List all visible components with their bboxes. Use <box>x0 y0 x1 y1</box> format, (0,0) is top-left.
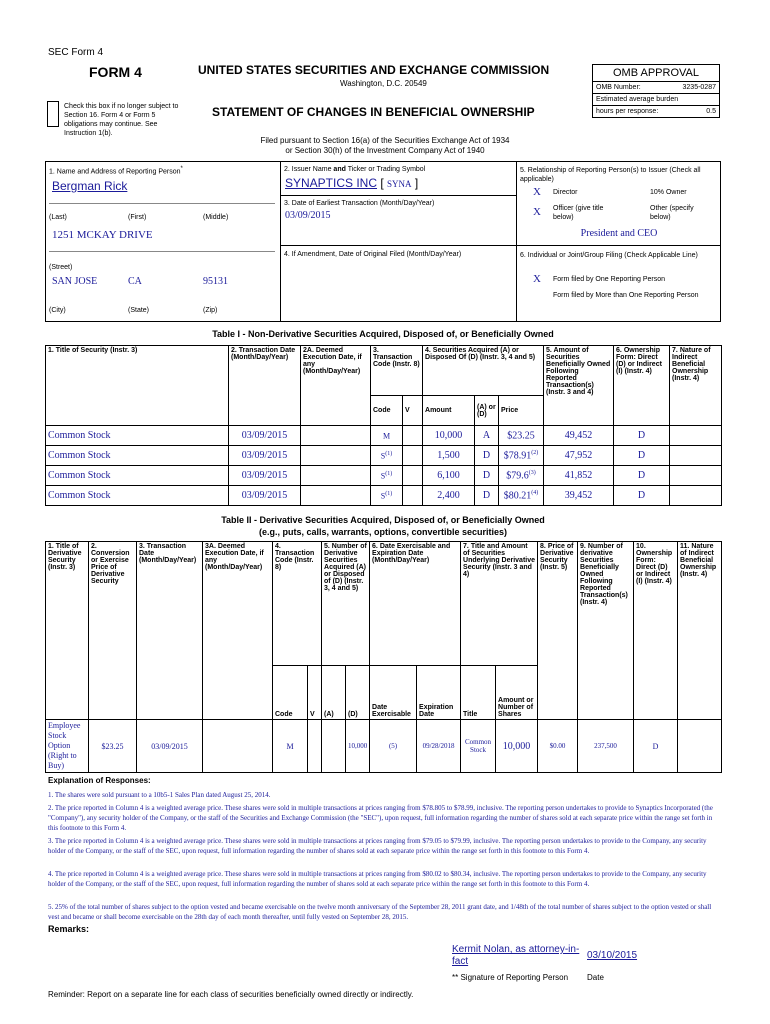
t1-row-amount-text: 2,400 <box>437 490 460 501</box>
other-label: Other (specify below) <box>650 205 694 221</box>
commission-title: UNITED STATES SECURITIES AND EXCHANGE COMMISSION <box>198 63 550 77</box>
t2-h3a: 3A. Deemed Execution Date, if any (Month/Day/Year) <box>203 542 273 720</box>
t1-row-ad-text: D <box>482 490 491 501</box>
t1-row-date-text: 03/09/2015 <box>241 450 288 461</box>
omb-number-label: OMB Number: <box>596 84 641 91</box>
t1-row-code <box>371 486 403 506</box>
t1-row-nature <box>670 446 722 466</box>
t1-h7: 7. Nature of Indirect Beneficial Ownership (Instr. 4) <box>670 346 722 426</box>
t1-row-nature <box>670 486 722 506</box>
t1-row-code-text: S <box>380 491 386 501</box>
more-person-label: Form filed by More than One Reporting Person <box>553 292 699 299</box>
t1-row-v <box>403 466 423 486</box>
box2-label: 2. Issuer Name and Ticker or Trading Symbol <box>284 166 426 173</box>
t1-row-owned-text: 41,852 <box>564 470 593 481</box>
t1-row-title-text: Common Stock <box>48 430 111 441</box>
omb-hours: 0.5 <box>706 108 716 115</box>
city-value: SAN JOSE <box>52 276 98 287</box>
footnote-5: 5. 25% of the total number of shares subject to the option vested and became exercisable on the twelve month anniversary of the September 28, 2011 grant date, and 1/48th of the total number of shares subject to the option vested or shall vest and became or shall become exercisable on the 28th day of each month thereafter, until fully vested on September 28, 2015. <box>48 903 712 921</box>
zip-label: (Zip) <box>203 307 218 314</box>
t1-row-code-text: S <box>380 471 386 481</box>
t1-row-owned-text: 47,952 <box>564 450 593 461</box>
t1-row-form-text: D <box>637 490 646 501</box>
t1-price: Price <box>499 396 544 426</box>
filed-line2: or Section 30(h) of the Investment Company Act of 1940 <box>285 146 485 155</box>
t2-h5: 5. Number of Derivative Securities Acquired (A) or Disposed of (D) (Instr. 3, 4 and 5) <box>322 542 370 666</box>
t1-row-ad <box>475 466 499 486</box>
t1-row-price <box>499 466 544 486</box>
table2-title2: (e.g., puts, calls, warrants, options, convertible securities) <box>258 527 508 537</box>
t1-row-amount-text: 1,500 <box>437 450 460 461</box>
city-label: (City) <box>49 307 66 314</box>
issuer-name[interactable]: SYNAPTICS INC <box>285 176 378 190</box>
last-label: (Last) <box>49 214 67 221</box>
t1-row-amount <box>423 446 475 466</box>
t2-row-a <box>322 720 346 773</box>
t1-amount: Amount <box>423 396 475 426</box>
t1-row-form <box>614 426 670 446</box>
issuer-line: SYNAPTICS INC [ SYNA ] <box>285 176 419 190</box>
t1-row-title <box>46 426 229 446</box>
t1-row-amount <box>423 466 475 486</box>
t2-a: (A) <box>322 666 346 720</box>
signature-date: 03/10/2015 <box>587 950 638 961</box>
reminder: Reminder: Report on a separate line for each class of securities beneficially owned directly or indirectly. <box>48 990 414 999</box>
t2-h3: 3. Transaction Date (Month/Day/Year) <box>137 542 203 720</box>
ticker-symbol: SYNA <box>387 179 412 189</box>
t1-row-price-text: $23.25 <box>507 430 535 442</box>
omb-burden-label: Estimated average burden <box>596 96 679 103</box>
t1-code: Code <box>371 396 403 426</box>
omb-number-row <box>593 82 719 94</box>
t1-h4: 4. Securities Acquired (A) or Disposed Of (D) (Instr. 3, 4 and 5) <box>423 346 544 396</box>
box6-label: 6. Individual or Joint/Group Filing (Check Applicable Line) <box>520 252 698 259</box>
checkbox-instructions: Check this box if no longer subject to Section 16. Form 4 or Form 5 obligations may continue. See Instruction 1(b). <box>64 103 179 137</box>
t1-row-title-text: Common Stock <box>48 450 111 461</box>
t2-row-u-title: Common Stock <box>461 720 496 773</box>
t2-d: (D) <box>346 666 370 720</box>
t1-row-amount-text: 6,100 <box>437 470 460 481</box>
t1-row-date-text: 03/09/2015 <box>241 470 288 481</box>
box3-label: 3. Date of Earliest Transaction (Month/Day/Year) <box>284 200 435 207</box>
footnote-2: 2. The price reported in Column 4 is a weighted average price. These shares were sold in multiple transactions at prices ranging from $78.805 to $78.99, inclusive. The reporting person undertakes to provide to Synaptics Incorporated (the "Company"), any security holder of the Company, or the staff of the Securities and Exchange Commission (the "SEC"), upon request, full information regarding the number of shares sold at each separate price within the range set forth in this footnote to this Form 4. <box>48 804 713 832</box>
footnote-3: 3. The price reported in Column 4 is a weighted average price. These shares were sold in multiple transactions at prices ranging from $79.05 to $79.99, inclusive. The reporting person undertakes to provide to the Company, any security holder of the Company, or the staff of the SEC, upon request, full information regarding the number of shares sold at each separate price within the range set forth in this footnote to this Form 4. <box>48 837 707 855</box>
remarks-label: Remarks: <box>48 924 90 934</box>
omb-burden-row <box>593 94 719 106</box>
street-value: 1251 MCKAY DRIVE <box>52 229 153 241</box>
one-person-check[interactable]: X <box>533 273 541 285</box>
t2-row <box>46 720 722 773</box>
t2-row-price: $23.25 <box>89 720 137 773</box>
footnote-ref: (1) <box>385 470 393 477</box>
t1-h2: 2. Transaction Date (Month/Day/Year) <box>229 346 301 426</box>
footnote-4: 4. The price reported in Column 4 is a weighted average price. These shares were sold in multiple transactions at prices ranging from $80.02 to $80.34, inclusive. The reporting person undertakes to provide to the Company, any security holder of the Company, or the staff of the SEC, upon request, full information regarding the number of shares sold at each separate price within the range set forth in this footnote to this Form 4. <box>48 870 707 888</box>
t1-row-ad-text: D <box>482 470 491 481</box>
t2-h8: 8. Price of Derivative Security (Instr. 5) <box>538 542 578 720</box>
location: Washington, D.C. 20549 <box>340 79 427 88</box>
t1-row-form-text: D <box>637 430 646 441</box>
t1-row-price-text: $78.91 <box>503 450 532 462</box>
table1-row <box>46 466 722 486</box>
director-label: Director <box>553 189 578 196</box>
omb-title: OMB APPROVAL <box>593 65 719 82</box>
footnote-ref: (4) <box>531 489 539 496</box>
t2-row-deemed <box>203 720 273 773</box>
t2-exp: Expiration Date <box>417 666 461 720</box>
t2-row-deriv-price: $0.00 <box>538 720 578 773</box>
no-longer-subject-checkbox[interactable] <box>47 101 59 127</box>
t1-row-amount <box>423 426 475 446</box>
t1-row-form <box>614 466 670 486</box>
t1-row-date <box>229 446 301 466</box>
table1-row <box>46 486 722 506</box>
t2-title: Title <box>461 666 496 720</box>
t2-h2: 2. Conversion or Exercise Price of Derivative Security <box>89 542 137 720</box>
earliest-transaction-date: 03/09/2015 <box>285 210 331 221</box>
t1-row-amount <box>423 486 475 506</box>
t1-row-ad <box>475 426 499 446</box>
filed-pursuant <box>250 136 520 156</box>
t1-row-price-text: $80.21 <box>503 490 532 502</box>
t2-row-expiration: 09/28/2018 <box>417 720 461 773</box>
t2-h6: 6. Date Exercisable and Expiration Date (Month/Day/Year) <box>370 542 461 666</box>
footnote-ref: (3) <box>528 469 536 476</box>
one-person-label: Form filed by One Reporting Person <box>553 276 666 283</box>
t1-row-deemed <box>301 446 371 466</box>
box4-label: 4. If Amendment, Date of Original Filed (Month/Day/Year) <box>284 251 462 258</box>
sec-form-label: SEC Form 4 <box>48 47 104 58</box>
state-label: (State) <box>128 307 150 314</box>
t1-row-date-text: 03/09/2015 <box>241 430 288 441</box>
t1-row-ad-text: A <box>482 430 491 441</box>
t1-row-title-text: Common Stock <box>48 490 111 501</box>
middle-label: (Middle) <box>203 214 229 221</box>
t1-row-v <box>403 426 423 446</box>
t1-h2a: 2A. Deemed Execution Date, if any (Month/Day/Year) <box>301 346 371 426</box>
t2-h11: 11. Nature of Indirect Beneficial Ownership (Instr. 4) <box>678 542 722 720</box>
t1-row-date <box>229 426 301 446</box>
t2-row-nature <box>678 720 722 773</box>
state-value: CA <box>128 276 142 287</box>
t1-row-ad-text: D <box>482 450 491 461</box>
t1-row-form <box>614 486 670 506</box>
t1-row-owned-text: 39,452 <box>564 490 593 501</box>
footnote-1: 1. The shares were sold pursuant to a 10b5-1 Sales Plan dated August 25, 2014. <box>48 791 271 799</box>
omb-hours-row <box>593 106 719 117</box>
t1-row-code <box>371 426 403 446</box>
box1-label: 1. Name and Address of Reporting Person* <box>49 166 183 176</box>
t2-amt-shares: Amount or Number of Shares <box>496 666 538 720</box>
signature-label: ** Signature of Reporting Person <box>452 973 569 982</box>
t2-date-ex: Date Exercisable <box>370 666 417 720</box>
t2-v: V <box>308 666 322 720</box>
t1-row-title <box>46 486 229 506</box>
t2-h1: 1. Title of Derivative Security (Instr. 3) <box>46 542 89 720</box>
t1-row-price-text: $79.6 <box>506 470 529 482</box>
t1-row-nature <box>670 466 722 486</box>
table1-row <box>46 446 722 466</box>
t1-row-date-text: 03/09/2015 <box>241 490 288 501</box>
table2 <box>45 541 722 773</box>
t1-row-form <box>614 446 670 466</box>
t2-row-d: 10,000 <box>346 720 370 773</box>
t2-row-v <box>308 720 322 773</box>
t1-row-title <box>46 466 229 486</box>
box5-label: 5. Relationship of Reporting Person(s) to Issuer (Check all applicable) <box>520 167 701 183</box>
zip-value: 95131 <box>203 276 228 287</box>
t1-row-amount-text: 10,000 <box>434 430 463 441</box>
t1-row-date <box>229 486 301 506</box>
t1-v: V <box>403 396 423 426</box>
t1-h6: 6. Ownership Form: Direct (D) or Indirect (I) (Instr. 4) <box>614 346 670 426</box>
t2-row-exercisable: (5) <box>370 720 417 773</box>
director-check[interactable]: X <box>533 186 541 198</box>
t1-row-price <box>499 426 544 446</box>
table1 <box>45 345 722 506</box>
street-label: (Street) <box>49 264 73 271</box>
t1-row-price <box>499 446 544 466</box>
footnote-ref: (1) <box>385 450 393 457</box>
t1-row-title <box>46 446 229 466</box>
t2-row-u-amount: 10,000 <box>496 720 538 773</box>
reporting-person-name[interactable]: Bergman Rick <box>52 179 128 193</box>
table2-title <box>45 514 721 538</box>
t1-h5: 5. Amount of Securities Beneficially Owned Following Reported Transaction(s) (Instr. 3 and 4) <box>544 346 614 426</box>
t2-h10: 10. Ownership Form: Direct (D) or Indirect (I) (Instr. 4) <box>634 542 678 720</box>
t1-row-deemed <box>301 486 371 506</box>
first-label: (First) <box>128 214 147 221</box>
footnote-ref: (1) <box>385 490 393 497</box>
t1-h1: 1. Title of Security (Instr. 3) <box>46 346 229 426</box>
footnote-ref: (2) <box>531 449 539 456</box>
t1-h3: 3. Transaction Code (Instr. 8) <box>371 346 423 396</box>
t1-row-price <box>499 486 544 506</box>
omb-hours-label: hours per response: <box>596 108 659 115</box>
omb-number: 3235-0287 <box>682 84 716 91</box>
t1-row-v <box>403 486 423 506</box>
t1-row-ad <box>475 486 499 506</box>
officer-title: President and CEO <box>580 228 658 239</box>
t1-row-date <box>229 466 301 486</box>
t1-row-owned <box>544 466 614 486</box>
t1-row-code <box>371 466 403 486</box>
statement-title: STATEMENT OF CHANGES IN BENEFICIAL OWNERSHIP <box>212 105 535 119</box>
t2-row-code: M <box>273 720 308 773</box>
t1-aord: (A) or (D) <box>475 396 499 426</box>
officer-check[interactable]: X <box>533 206 541 218</box>
t2-code: Code <box>273 666 308 720</box>
officer-label: Officer (give title below) <box>553 205 604 221</box>
t1-row-nature <box>670 426 722 446</box>
signer-name[interactable]: Kermit Nolan, as attorney-in-fact <box>452 944 580 967</box>
omb-approval-box <box>592 64 720 118</box>
t1-row-form-text: D <box>637 450 646 461</box>
form-title: FORM 4 <box>89 64 142 80</box>
t2-row-title: Employee Stock Option (Right to Buy) <box>46 720 89 773</box>
t1-row-code <box>371 446 403 466</box>
t1-row-deemed <box>301 466 371 486</box>
t1-row-owned <box>544 486 614 506</box>
t2-row-owned: 237,500 <box>578 720 634 773</box>
t2-h4: 4. Transaction Code (Instr. 8) <box>273 542 322 666</box>
t1-row-owned <box>544 446 614 466</box>
table1-title: Table I - Non-Derivative Securities Acquired, Disposed of, or Beneficially Owned <box>212 329 554 339</box>
t2-row-date: 03/09/2015 <box>137 720 203 773</box>
t1-row-owned-text: 49,452 <box>564 430 593 441</box>
t2-h7: 7. Title and Amount of Securities Underlying Derivative Security (Instr. 3 and 4) <box>461 542 538 666</box>
filed-line1: Filed pursuant to Section 16(a) of the Securities Exchange Act of 1934 <box>260 136 510 145</box>
t1-row-title-text: Common Stock <box>48 470 111 481</box>
table1-row <box>46 426 722 446</box>
t1-row-form-text: D <box>637 470 646 481</box>
t1-row-code-text: S <box>380 451 386 461</box>
t1-row-code-text: M <box>382 431 391 441</box>
t1-row-deemed <box>301 426 371 446</box>
date-label: Date <box>587 973 604 982</box>
t2-h9: 9. Number of derivative Securities Beneficially Owned Following Reported Transaction(s) (Instr. 4) <box>578 542 634 720</box>
table2-title1: Table II - Derivative Securities Acquired, Disposed of, or Beneficially Owned <box>221 515 545 525</box>
t1-row-owned <box>544 426 614 446</box>
t2-row-form: D <box>634 720 678 773</box>
explanation-label: Explanation of Responses: <box>48 776 151 785</box>
t1-row-v <box>403 446 423 466</box>
ten-pct-label: 10% Owner <box>650 189 687 196</box>
t1-row-ad <box>475 446 499 466</box>
